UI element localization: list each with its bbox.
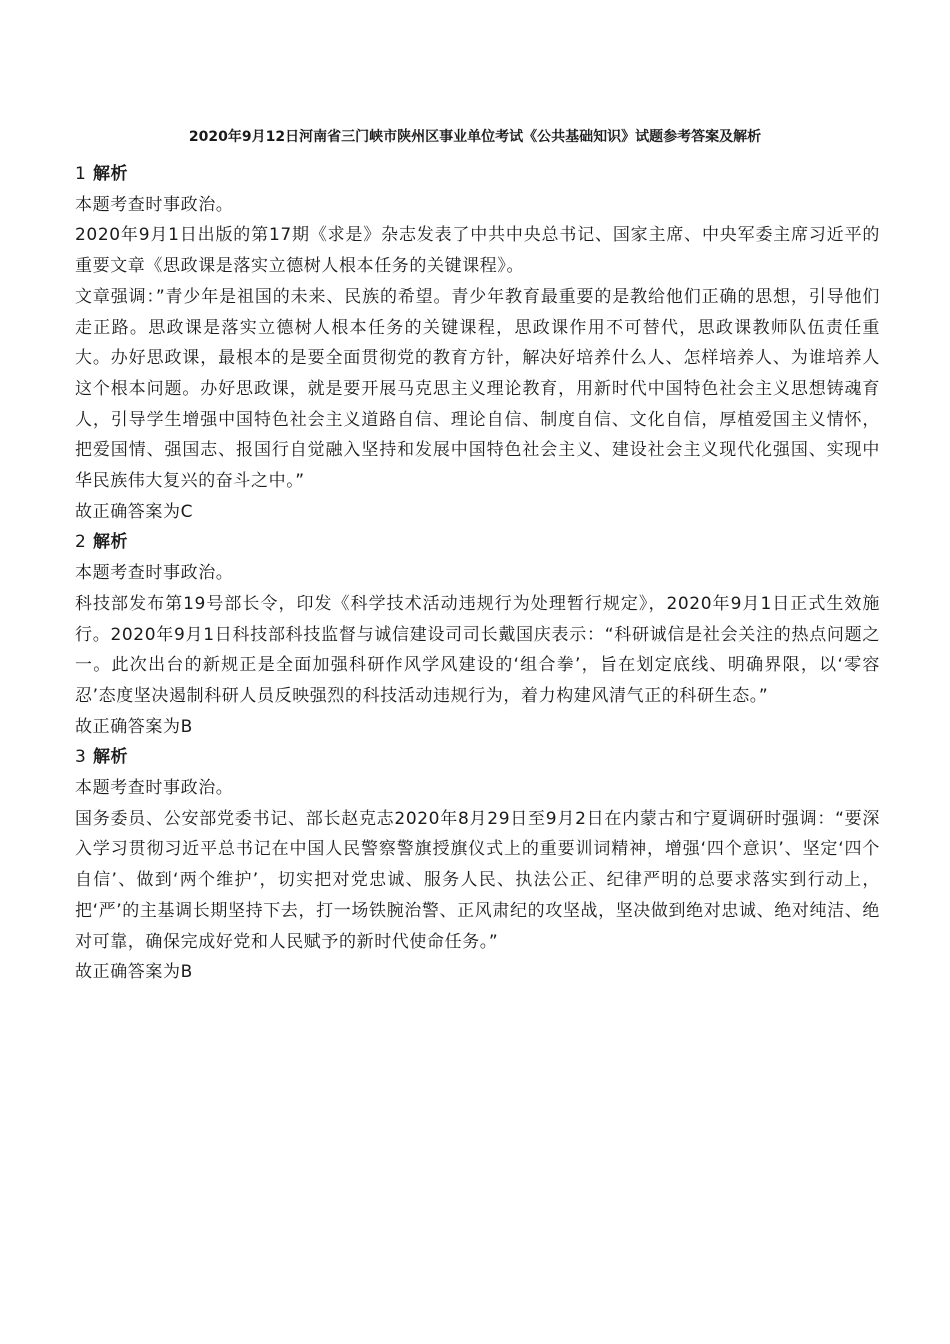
section-number: 1 bbox=[75, 164, 87, 184]
section-2-paragraph-1: 科技部发布第19号部长令，印发《科学技术活动违规行为处理暂行规定》，2020年9月1日正式生效施行。2020年9月1日科技部科技监督与诚信建设司司长戴国庆表示：“科研诚信是社会关注的热点问题之一。此次出台的新规正是全面加强科研作风学风建设的‘组合拳’，旨在划定底线、明确界限，以‘零容忍’态度坚决遏制科研人员反映强烈的科技活动违规行为，着力构建风清气正的科研生态。” bbox=[75, 593, 880, 706]
section-1-paragraph-1: 2020年9月1日出版的第17期《求是》杂志发表了中共中央总书记、国家主席、中央军委主席习近平的重要文章《思政课是落实立德树人根本任务的关键课程》。 bbox=[75, 225, 880, 277]
section-2-heading bbox=[75, 527, 880, 558]
document-body bbox=[75, 159, 880, 988]
section-2-answer: 故正确答案为B bbox=[75, 716, 193, 737]
section-3-heading bbox=[75, 742, 880, 773]
section-3-topic: 本题考查时事政治。 bbox=[75, 778, 234, 799]
section-1-topic: 本题考查时事政治。 bbox=[75, 194, 234, 215]
section-1-answer: 故正确答案为C bbox=[75, 501, 194, 522]
section-number: 3 bbox=[75, 747, 87, 768]
section-2-topic: 本题考查时事政治。 bbox=[75, 563, 234, 584]
section-1-paragraph-2: 文章强调：”青少年是祖国的未来、民族的希望。青少年教育最重要的是教给他们正确的思想，引导他们走正路。思政课是落实立德树人根本任务的关键课程，思政课作用不可替代，思政课教师队伍责任重大。办好思政课，最根本的是要全面贯彻党的教育方针，解决好培养什么人、怎样培养人、为谁培养人这个根本问题。办好思政课，就是要开展马克思主义理论教育，用新时代中国特色社会主义思想铸魂育人，引导学生增强中国特色社会主义道路自信、理论自信、制度自信、文化自信，厚植爱国主义情怀，把爱国情、强国志、报国行自觉融入坚持和发展中国特色社会主义、建设社会主义现代化强国、实现中华民族伟大复兴的奋斗之中。” bbox=[75, 286, 880, 492]
section-3-paragraph-1: 国务委员、公安部党委书记、部长赵克志2020年8月29日至9月2日在内蒙古和宁夏调研时强调：“要深入学习贯彻习近平总书记在中国人民警察警旗授旗仪式上的重要训词精神，增强‘四个意识’、坚定‘四个自信’、做到‘两个维护’，切实把对党忠诚、服务人民、执法公正、纪律严明的总要求落实到行动上，把‘严’的主基调长期坚持下去，打一场铁腕治警、正风肃纪的攻坚战，坚决做到绝对忠诚、绝对纯洁、绝对可靠，确保完成好党和人民赋予的新时代使命任务。” bbox=[75, 808, 880, 952]
section-heading-label: 解析 bbox=[92, 747, 129, 768]
section-heading-label: 解析 bbox=[92, 532, 129, 553]
section-heading-label: 解析 bbox=[92, 164, 129, 184]
section-1-heading bbox=[75, 159, 880, 190]
document-title: 2020年9月12日河南省三门峡市陕州区事业单位考试《公共基础知识》试题参考答案及解析 bbox=[188, 129, 762, 145]
section-number: 2 bbox=[75, 532, 87, 553]
section-3-answer: 故正确答案为B bbox=[75, 962, 193, 983]
